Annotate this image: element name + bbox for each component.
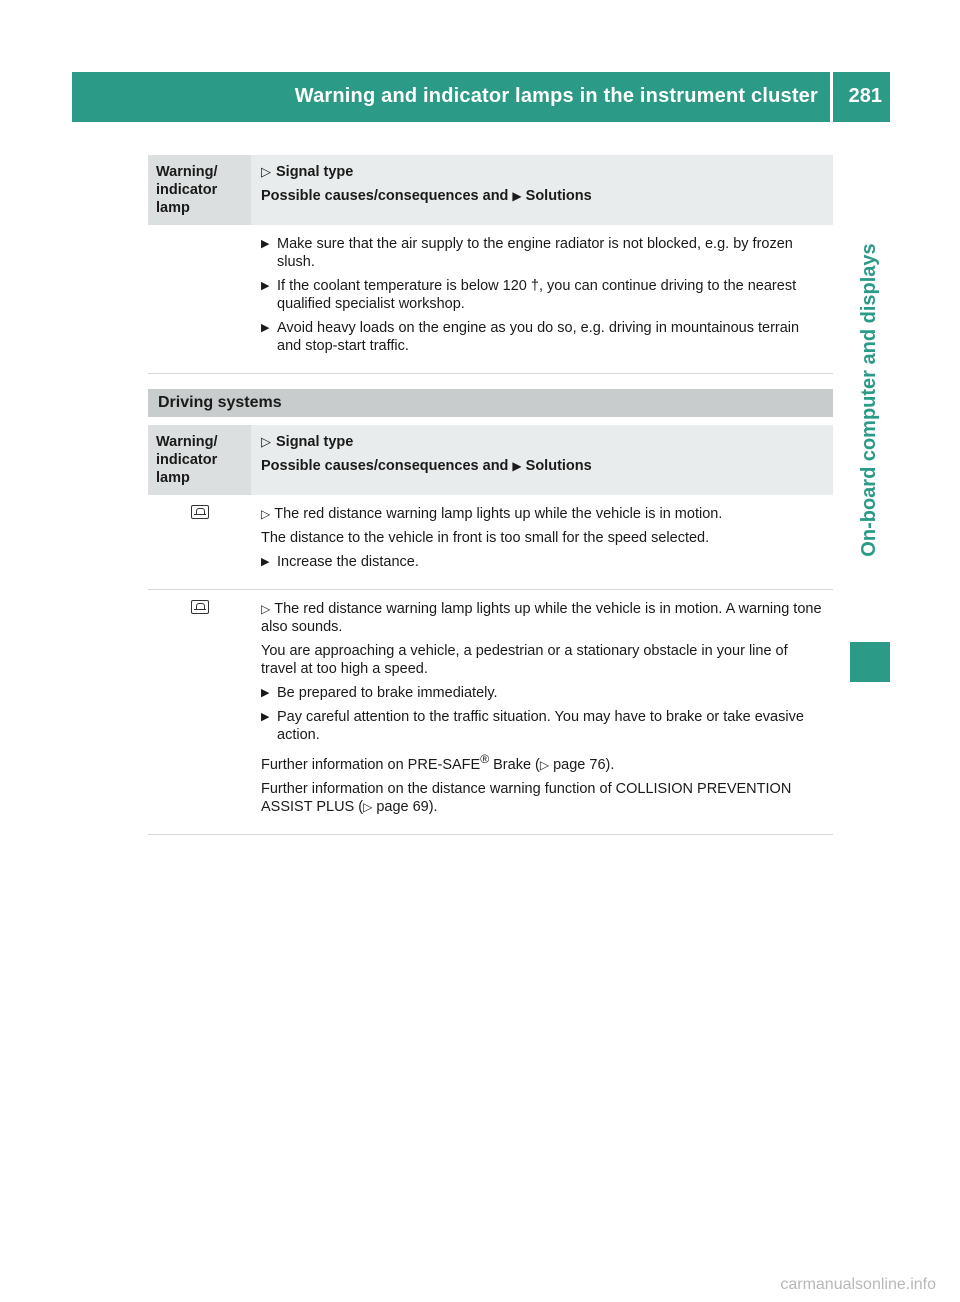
- signal-text: The red distance warning lamp lights up while the vehicle is in motion.: [274, 506, 723, 522]
- page-number: 281: [848, 85, 882, 107]
- list-item: [261, 553, 825, 571]
- content-cell: [251, 590, 833, 834]
- list-item-text: Make sure that the air supply to the engine radiator is not blocked, e.g. by frozen slush.: [277, 236, 793, 270]
- info-text: Further information on the distance warning function of COLLISION PREVENTION ASSIST PLUS (: [261, 780, 792, 815]
- bullet-arrow-icon: ▶: [261, 322, 270, 334]
- table-header: [148, 425, 833, 495]
- page-reference-link[interactable]: page 76).: [553, 756, 615, 773]
- watermark: carmanualsonline.info: [780, 1276, 936, 1293]
- list-item-text: If the coolant temperature is below 120 †, you can continue driving to the nearest qualified specialist workshop.: [277, 278, 797, 312]
- distance-warning-lamp-icon: [191, 505, 209, 519]
- lamp-cell: [148, 590, 251, 834]
- table-row: [148, 495, 833, 590]
- column-header-signal: Signal type: [276, 434, 354, 450]
- column-header-lamp: Warning/ indicator lamp: [148, 155, 251, 225]
- info-text: Further information on PRE-SAFE: [261, 756, 481, 773]
- list-item-text: Increase the distance.: [277, 554, 419, 570]
- signal-text: The red distance warning lamp lights up while the vehicle is in motion. A warning tone also sounds.: [261, 601, 822, 635]
- side-tab-marker: [850, 642, 890, 682]
- column-header-causes: Possible causes/consequences and: [261, 458, 509, 474]
- table-row: [148, 225, 833, 374]
- column-header-solutions: Solutions: [525, 458, 592, 474]
- column-header-main: [251, 155, 833, 225]
- distance-warning-lamp-icon: [191, 600, 209, 614]
- column-header-solutions: Solutions: [525, 188, 592, 204]
- lamp-cell: [148, 225, 251, 373]
- header-separator: [830, 72, 833, 122]
- column-header-main: [251, 425, 833, 495]
- cause-text: You are approaching a vehicle, a pedestrian or a stationary obstacle in your line of travel at too high a speed.: [261, 643, 788, 677]
- content-cell: [251, 225, 833, 373]
- table-row: [148, 590, 833, 835]
- column-header-lamp: Warning/ indicator lamp: [148, 425, 251, 495]
- info-collision-prevention: [261, 780, 825, 816]
- bullet-arrow-icon: ▶: [261, 687, 270, 699]
- list-item: [261, 235, 825, 271]
- content-cell: [251, 495, 833, 589]
- lamp-cell: [148, 495, 251, 589]
- coolant-table: [148, 155, 833, 374]
- solution-arrow-icon: ▶: [512, 189, 522, 203]
- section-heading: Driving systems: [148, 389, 833, 417]
- bullet-arrow-icon: ▶: [261, 238, 270, 250]
- table-header: [148, 155, 833, 225]
- bullet-arrow-icon: ▶: [261, 711, 270, 723]
- signal-type-icon: ▷: [261, 434, 271, 449]
- bullet-arrow-icon: ▶: [261, 280, 270, 292]
- list-item: [261, 708, 825, 744]
- signal-type-icon: ▷: [261, 507, 271, 521]
- page-header: [72, 72, 890, 122]
- cause-text: The distance to the vehicle in front is too small for the speed selected.: [261, 530, 710, 546]
- list-item-text: Avoid heavy loads on the engine as you do so, e.g. driving in mountainous terrain and stop-start traffic.: [277, 320, 800, 354]
- solution-arrow-icon: ▶: [512, 459, 522, 473]
- list-item-text: Pay careful attention to the traffic situation. You may have to brake or take evasive action.: [277, 709, 804, 743]
- registered-mark: ®: [480, 752, 490, 766]
- column-header-signal: Signal type: [276, 164, 354, 180]
- list-item: [261, 684, 825, 702]
- list-item-text: Be prepared to brake immediately.: [277, 685, 498, 701]
- side-tab-label: On-board computer and displays: [858, 243, 880, 557]
- page-ref-icon: ▷: [539, 757, 550, 772]
- signal-type-icon: ▷: [261, 164, 271, 179]
- header-title: Warning and indicator lamps in the instrument cluster: [294, 85, 818, 107]
- list-item: [261, 277, 825, 313]
- info-pre-safe: [261, 750, 825, 774]
- page-reference-link[interactable]: page 69).: [376, 798, 438, 815]
- info-text: Brake (: [489, 756, 540, 773]
- list-item: [261, 319, 825, 355]
- page-ref-icon: ▷: [363, 799, 373, 814]
- signal-type-icon: ▷: [261, 602, 271, 616]
- bullet-arrow-icon: ▶: [261, 556, 270, 568]
- column-header-causes: Possible causes/consequences and: [261, 188, 509, 204]
- driving-systems-table: [148, 425, 833, 835]
